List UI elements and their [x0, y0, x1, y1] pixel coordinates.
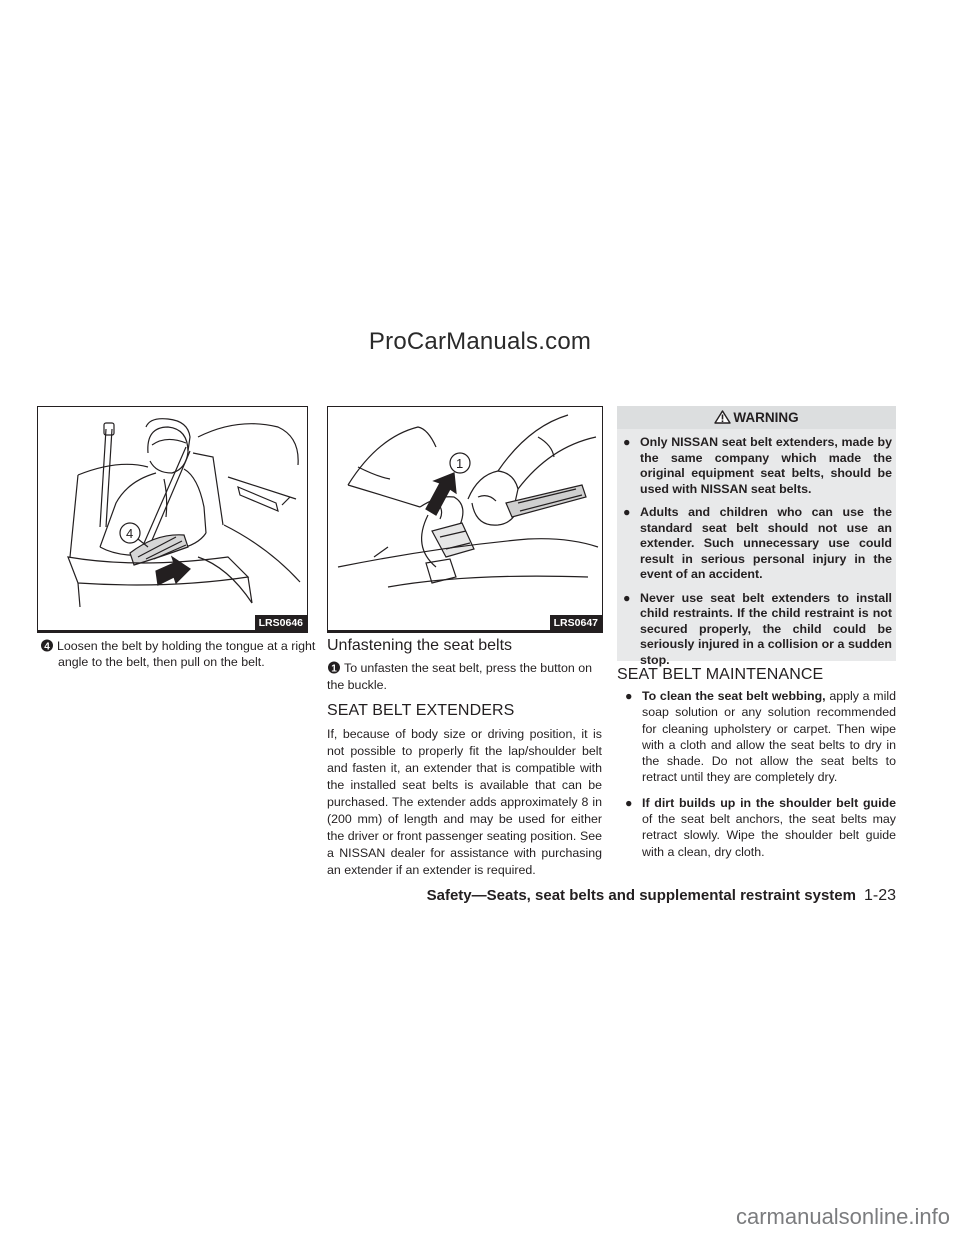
figure-label: LRS0647 — [550, 615, 602, 632]
figure-lrs0646 — [37, 406, 308, 633]
watermark-top: ProCarManuals.com — [368, 328, 592, 355]
warning-item: ● Never use seat belt extenders to install child restraints. If the child restraint is not secured properly, the child could be seriously injured in a collision or a sudden stop. — [623, 590, 892, 667]
unfastening-text-block — [327, 660, 602, 694]
bullet-icon: ● — [623, 590, 631, 605]
warning-triangle-icon — [714, 410, 731, 424]
maintenance-list — [620, 688, 896, 869]
page-number: 1-23 — [863, 887, 896, 904]
number-1-icon — [327, 661, 344, 674]
footer-section: Safety—Seats, seat belts and supplemental restraint system — [426, 887, 856, 904]
bullet-icon: ● — [623, 435, 631, 449]
caption-step-4 — [40, 638, 326, 670]
warning-body — [617, 429, 896, 667]
svg-text:4: 4 — [44, 641, 50, 652]
maintenance-item: ● If dirt builds up in the shoulder belt guide of the seat belt anchors, the seat belts may retract slowly. Wipe the shoulder belt guide with a clean, dry cloth. — [625, 795, 896, 859]
bullet-icon: ● — [625, 795, 633, 810]
unfastening-text: To unfasten the seat belt, press the button on the buckle. — [327, 661, 592, 692]
bullet-icon: ● — [623, 505, 631, 519]
page-footer — [427, 887, 896, 905]
seat-belt-unfasten-illustration — [328, 407, 602, 617]
watermark-bottom: carmanualsonline.info — [735, 1204, 950, 1229]
warning-header — [617, 406, 896, 429]
bullet-icon: ● — [625, 689, 633, 703]
maintenance-item: ● To clean the seat belt webbing, apply a mild soap solution or any solution recommended for cleaning upholstery or carpet. Then wipe with a cloth and allow the seat belts to dry in the shade. Do not allow the seat belts to retract until they are completely dry. — [625, 689, 896, 785]
extenders-text: If, because of body size or driving position, it is not possible to properly fit the lap/shoulder belt and fasten it, an extender that is compatible with the installed seat belts is available that can be purchased. The extender adds approximately 8 in (200 mm) of length and may be used for either the driver or front passenger seating position. See a NISSAN dealer for assistance with purchasing an extender if an extender is required. — [327, 727, 602, 877]
svg-text:1: 1 — [331, 663, 337, 674]
warning-item: ● Adults and children who can use the standard seat belt should not use an extender. Such unnecessary use could result in serious personal injury in the event of an accident. — [623, 505, 892, 581]
number-4-icon — [40, 639, 57, 652]
figure1-callout: 4 — [126, 526, 134, 541]
figure-label: LRS0646 — [255, 615, 307, 632]
extenders-title: SEAT BELT EXTENDERS — [327, 702, 515, 719]
caption-step-4-text: Loosen the belt by holding the tongue at a right angle to the belt, then pull on the belt. — [57, 639, 316, 669]
figure-lrs0647 — [327, 406, 603, 633]
warning-title: WARNING — [733, 410, 799, 425]
unfastening-title: Unfastening the seat belts — [327, 637, 513, 654]
figure2-callout: 1 — [456, 456, 464, 471]
seat-belt-loosen-illustration — [38, 407, 307, 617]
warning-item: ● Only NISSAN seat belt extenders, made by the same company which made the original equipment seat belts, should be used with NISSAN seat belts. — [623, 435, 892, 496]
maintenance-title: SEAT BELT MAINTENANCE — [617, 666, 824, 683]
